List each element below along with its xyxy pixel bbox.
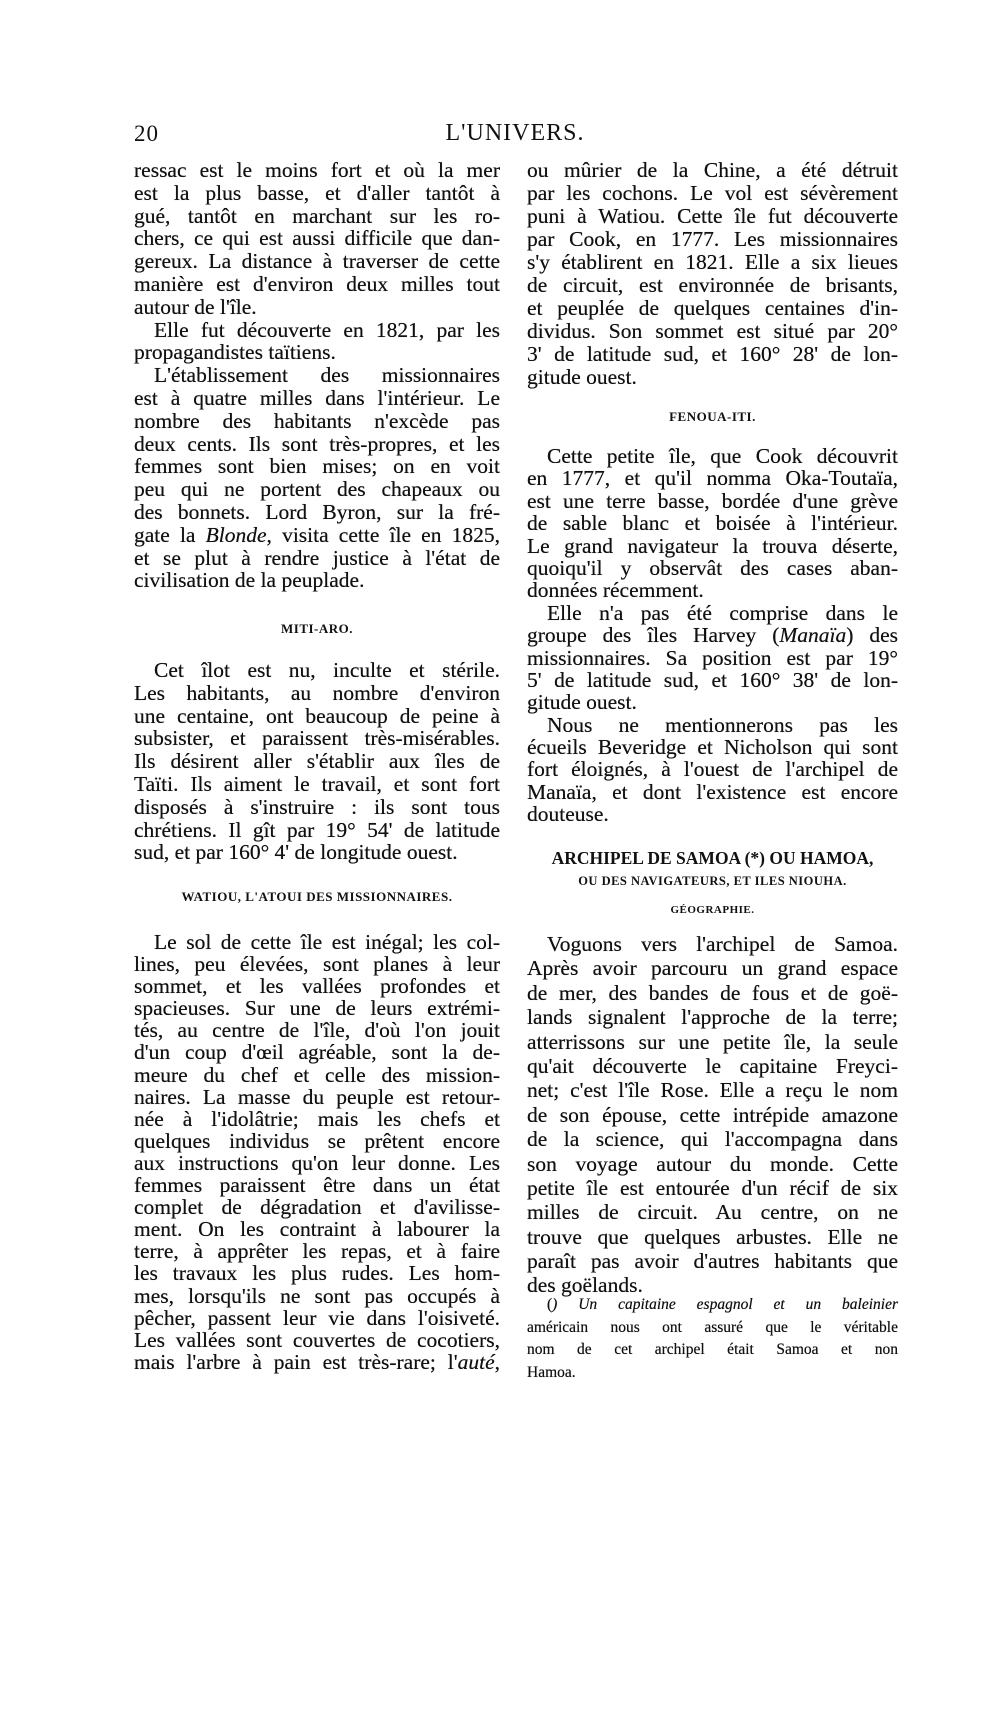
text-line: gué, tantôt en marchant sur les ro- xyxy=(134,203,500,228)
text-line: net; c'est l'île Rose. Elle a reçu le nom xyxy=(527,1078,898,1103)
italic-text: Manaïa xyxy=(779,623,847,648)
text-line: quoiqu'il y observât des cases aban- xyxy=(527,555,898,580)
text-line: gitude ouest. xyxy=(527,690,637,715)
text-line: 5' de latitude sud, et 160° 38' de lon- xyxy=(527,667,898,692)
text-line: tés, au centre de l'île, d'où l'on jouit xyxy=(134,1018,500,1043)
text-line: () Un capitaine espagnol et un baleinier xyxy=(547,1296,898,1313)
text-line: deux cents. Ils sont très-propres, et les xyxy=(134,431,500,456)
text-line: une centaine, ont beaucoup de peine à xyxy=(134,703,500,728)
text-line: sommet, et les vallées profondes et xyxy=(134,974,500,999)
text-line: Le grand navigateur la trouva déserte, xyxy=(527,533,898,558)
text-line: née à l'idolâtrie; mais les chefs et xyxy=(134,1106,500,1131)
section-heading-fenoua-iti: FENOUA-ITI. xyxy=(669,409,756,424)
text-line: de circuit, est environnée de brisants, xyxy=(527,273,898,297)
right-text-block-3 xyxy=(527,932,898,1298)
text-line: Nous ne mentionnerons pas les xyxy=(547,712,898,737)
text-line: est une terre basse, bordée d'une grève xyxy=(527,488,898,513)
text-line: des bonnets. Lord Byron, sur la fré- xyxy=(134,499,500,524)
text-line: Elle n'a pas été comprise dans le xyxy=(547,600,898,625)
text-line: L'établissement des missionnaires xyxy=(154,363,500,388)
text-line: Les vallées sont couvertes de cocotiers, xyxy=(134,1327,500,1352)
text-line: et se plut à rendre justice à l'état de xyxy=(134,545,500,570)
text-line: paraît pas avoir d'autres habitants que xyxy=(527,1249,898,1274)
text-line: Après avoir parcouru un grand espace xyxy=(527,956,898,981)
text-line: Taïti. Ils aiment le travail, et sont fort xyxy=(134,771,500,796)
text-line: de mer, des bandes de fous et de goë- xyxy=(527,980,898,1005)
text-line: petite île est entourée d'un récif de six xyxy=(527,1175,898,1200)
text-line: mais l'arbre à pain est très-rare; l'auté, xyxy=(134,1349,500,1374)
italic-text: Blonde xyxy=(205,522,267,547)
text-line: Les habitants, au nombre d'environ xyxy=(134,680,500,705)
text-line: complet de dégradation et d'avilisse- xyxy=(134,1195,500,1220)
section-heading-geographie: GÉOGRAPHIE. xyxy=(670,904,755,916)
footnote xyxy=(527,1294,898,1385)
text-line: missionnaires. Sa position est par 19° xyxy=(527,645,898,670)
text-line: son voyage autour du monde. Cette xyxy=(527,1151,898,1176)
text-line: quelques individus se prêtent encore xyxy=(134,1128,500,1153)
italic-text: ) Un capitaine espagnol et un baleinier xyxy=(552,1296,898,1313)
text-line: femmes paraissent être dans un état xyxy=(134,1173,500,1198)
right-text-block-2 xyxy=(527,445,898,826)
text-line: autour de l'île. xyxy=(134,294,257,319)
text-line: Cet îlot est nu, inculte et stérile. xyxy=(154,658,500,682)
section-heading-samoa: ARCHIPEL DE SAMOA (*) OU HAMOA, xyxy=(551,848,874,868)
text-line: chers, ce qui est aussi difficile que dan- xyxy=(134,226,500,251)
text-line: dividus. Son sommet est situé par 20° xyxy=(527,319,898,343)
text-line: trouve que quelques arbustes. Elle ne xyxy=(527,1224,898,1249)
section-subheading-samoa: OU DES NAVIGATEURS, ET ILES NIOUHA. xyxy=(578,874,847,888)
text-line: écueils Beveridge et Nicholson qui sont xyxy=(527,735,898,760)
left-text-block-2 xyxy=(134,659,500,864)
text-line: lines, peu élevées, sont planes à leur xyxy=(134,952,500,977)
text-line: disposés à s'instruire : ils sont tous xyxy=(134,794,500,819)
text-line: Elle fut découverte en 1821, par les xyxy=(154,317,500,342)
text-line: Voguons vers l'archipel de Samoa. xyxy=(547,932,898,956)
text-line: Cette petite île, que Cook découvrit xyxy=(547,444,898,468)
text-line: milles de circuit. Au centre, on ne xyxy=(527,1200,898,1225)
text-line: terre, à apprêter les repas, et à faire xyxy=(134,1239,500,1264)
text-line: des goëlands. xyxy=(527,1273,643,1298)
text-line: pêcher, passent leur vie dans l'oisiveté. xyxy=(134,1305,500,1330)
text-line: est à quatre milles dans l'intérieur. Le xyxy=(134,385,500,410)
text-line: est la plus basse, et d'aller tantôt à xyxy=(134,180,500,205)
text-line: aux instructions qu'on leur donne. Les xyxy=(134,1150,500,1175)
text-line: naires. La masse du peuple est retour- xyxy=(134,1084,500,1109)
text-line: Manaïa, et dont l'existence est encore xyxy=(527,779,898,804)
text-line: gereux. La distance à traverser de cette xyxy=(134,249,500,274)
page-number: 20 xyxy=(134,121,159,146)
text-line: civilisation de la peuplade. xyxy=(134,568,365,593)
text-line: sud, et par 160° 4' de longitude ouest. xyxy=(134,840,458,865)
text-line: et peuplée de quelques centaines d'in- xyxy=(527,296,898,320)
text-line: nom de cet archipel était Samoa et non xyxy=(527,1341,898,1359)
text-line: Ils désirent aller s'établir aux îles de xyxy=(134,749,500,774)
text-line: américain nous ont assuré que le véritable xyxy=(527,1318,898,1336)
text-line: qu'ait découverte le capitaine Freyci- xyxy=(527,1053,898,1078)
text-line: 3' de latitude sud, et 160° 28' de lon- xyxy=(527,342,898,366)
text-line: peu qui ne portent des chapeaux ou xyxy=(134,477,500,502)
section-heading-miti-aro: MITI-ARO. xyxy=(280,621,354,636)
text-line: fort éloignés, à l'ouest de l'archipel de xyxy=(527,757,898,782)
left-text-block-1 xyxy=(134,159,500,592)
text-line: puni à Watiou. Cette île fut découverte xyxy=(527,204,898,228)
text-line: de son épouse, cette intrépide amazone xyxy=(527,1102,898,1127)
italic-text: auté xyxy=(457,1349,495,1374)
text-line: lands signalent l'approche de la terre; xyxy=(527,1005,898,1030)
text-line: par Cook, en 1777. Les missionnaires xyxy=(527,227,898,251)
text-line: de la science, qui l'accompagna dans xyxy=(527,1127,898,1152)
text-line: gate la Blonde, visita cette île en 1825, xyxy=(134,522,501,547)
left-text-block-3 xyxy=(134,931,500,1373)
text-line: ment. On les contraint à labourer la xyxy=(134,1217,500,1242)
text-line: données récemment. xyxy=(527,578,704,603)
text-line: femmes sont bien mises; on en voit xyxy=(134,454,500,479)
text-line: douteuse. xyxy=(527,802,609,827)
text-line: spacieuses. Sur une de leurs extrémi- xyxy=(134,996,500,1021)
text-line: propagandistes taïtiens. xyxy=(134,340,336,365)
text-line: atterrissons sur une petite île, la seule xyxy=(527,1029,898,1054)
text-line: en 1777, et qu'il nomma Oka-Toutaïa, xyxy=(527,466,898,491)
text-line: par les cochons. Le vol est sévèrement xyxy=(527,181,898,205)
text-line: Le sol de cette île est inégal; les col- xyxy=(154,930,500,954)
text-line: de sable blanc et boisée à l'intérieur. xyxy=(527,511,898,536)
running-title: L'UNIVERS. xyxy=(445,120,585,146)
text-line: s'y établirent en 1821. Elle a six lieues xyxy=(527,250,898,274)
text-line: nombre des habitants n'excède pas xyxy=(134,408,500,433)
text-line: gitude ouest. xyxy=(527,365,637,389)
text-line: meure du chef et celle des mission- xyxy=(134,1062,500,1087)
text-line: mes, lorsqu'ils ne sont pas occupés à xyxy=(134,1283,500,1308)
text-line: chrétiens. Il gît par 19° 54' de latitude xyxy=(134,817,500,842)
text-line: groupe des îles Harvey (Manaïa) des xyxy=(527,623,898,648)
right-text-block-1 xyxy=(527,159,898,389)
section-heading-watiou: WATIOU, L'ATOUI DES MISSIONNAIRES. xyxy=(181,889,453,904)
text-line: Hamoa. xyxy=(527,1364,576,1382)
text-line: les travaux les plus rudes. Les hom- xyxy=(134,1261,500,1286)
text-line: subsister, et paraissent très-misérables. xyxy=(134,726,500,751)
text-line: manière est d'environ deux milles tout xyxy=(134,271,500,296)
text-line: ou mûrier de la Chine, a été détruit xyxy=(527,158,898,182)
text-line: ressac est le moins fort et où la mer xyxy=(134,158,500,182)
text-line: d'un coup d'œil agréable, sont la de- xyxy=(134,1040,500,1065)
